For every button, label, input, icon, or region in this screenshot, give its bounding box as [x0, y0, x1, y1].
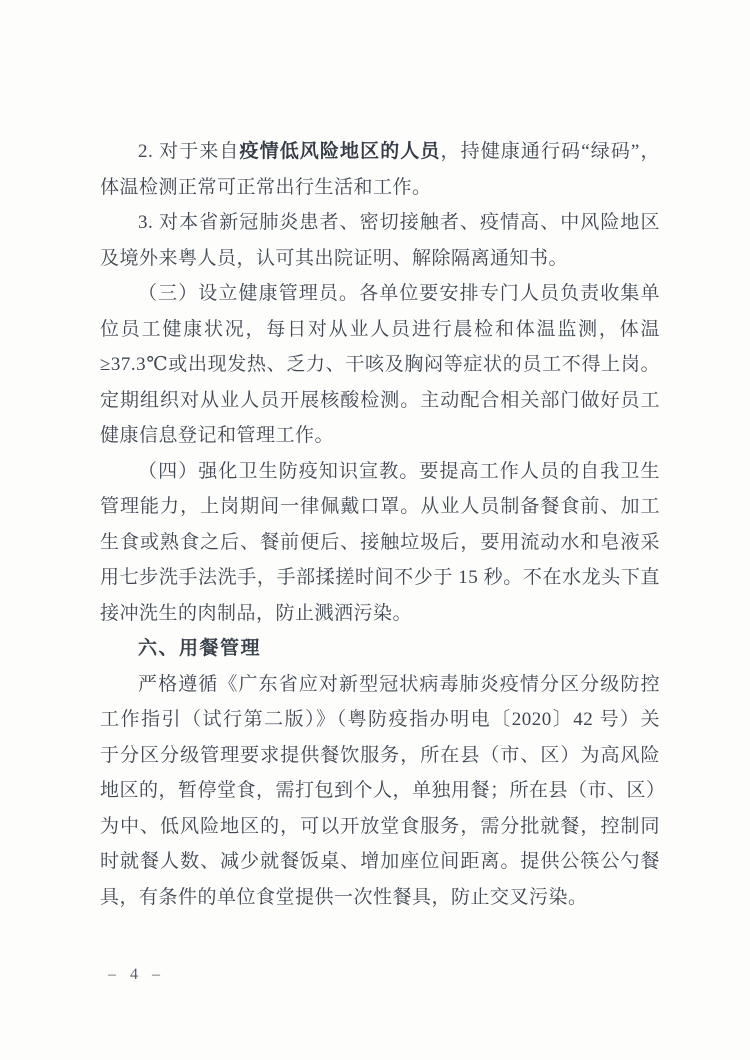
paragraph-line: 具，有条件的单位食堂提供一次性餐具，防止交叉污染。 [100, 886, 588, 908]
paragraph-line: 健康信息登记和管理工作。 [100, 425, 335, 446]
paragraph-line: 工作指引（试行第二版）》（粤防疫指办明电〔2020〕42 号）关 [100, 709, 660, 730]
paragraph-line [100, 134, 660, 170]
paragraph-line: 位员工健康状况，每日对从业人员进行晨检和体温监测，体温 [100, 318, 660, 340]
paragraph-line: （三）设立健康管理员。各单位要安排专门人员负责收集单 [138, 283, 660, 304]
paragraph-line: 地区的，暂停堂食，需打包到个人，单独用餐；所在县（市、区） [100, 780, 666, 801]
paragraph-line: 接冲洗生的肉制品，防止溅洒污染。 [100, 602, 413, 624]
paragraph-line: 定期组织对从业人员开展核酸检测。主动配合相关部门做好员工 [100, 389, 660, 411]
line-text: 2. 对于来自 [138, 141, 240, 162]
document-text-block [100, 134, 666, 915]
paragraph-line: 为中、低风险地区的，可以开放堂食服务，需分批就餐，控制同 [100, 815, 660, 837]
paragraph-line: ≥37.3℃或出现发热、乏力、干咳及胸闷等症状的员工不得上岗。 [100, 354, 660, 375]
paragraph-line: 时就餐人数、减少就餐饭桌、增加座位间距离。提供公筷公勺餐 [100, 851, 660, 872]
paragraph-line: 用七步洗手法洗手，手部揉搓时间不少于 15 秒。不在水龙头下直 [100, 567, 660, 588]
page-number: – 4 – [108, 966, 165, 983]
paragraph-line: 于分区分级管理要求提供餐饮服务，所在县（市、区）为高风险 [100, 744, 660, 766]
paragraph-line: 3. 对本省新冠肺炎患者、密切接触者、疫情高、中风险地区 [138, 212, 660, 233]
line-text: ，持健康通行码“绿码”， [440, 141, 660, 162]
paragraph-line: 体温检测正常可正常出行生活和工作。 [100, 176, 432, 198]
paragraph-line: 管理能力，上岗期间一律佩戴口罩。从业人员制备餐食前、加工 [100, 496, 660, 517]
paragraph-line: 严格遵循《广东省应对新型冠状病毒肺炎疫情分区分级防控 [138, 673, 660, 695]
bold-phrase: 疫情低风险地区的人员 [239, 141, 441, 162]
paragraph-line: 及境外来粤人员，认可其出院证明、解除隔离通知书。 [100, 247, 569, 269]
paragraph-line: （四）强化卫生防疫知识宣教。要提高工作人员的自我卫生 [138, 460, 660, 482]
section-heading: 六、用餐管理 [138, 638, 262, 659]
paragraph-line: 生食或熟食之后、餐前便后、接触垃圾后，要用流动水和皂液采 [100, 531, 660, 553]
